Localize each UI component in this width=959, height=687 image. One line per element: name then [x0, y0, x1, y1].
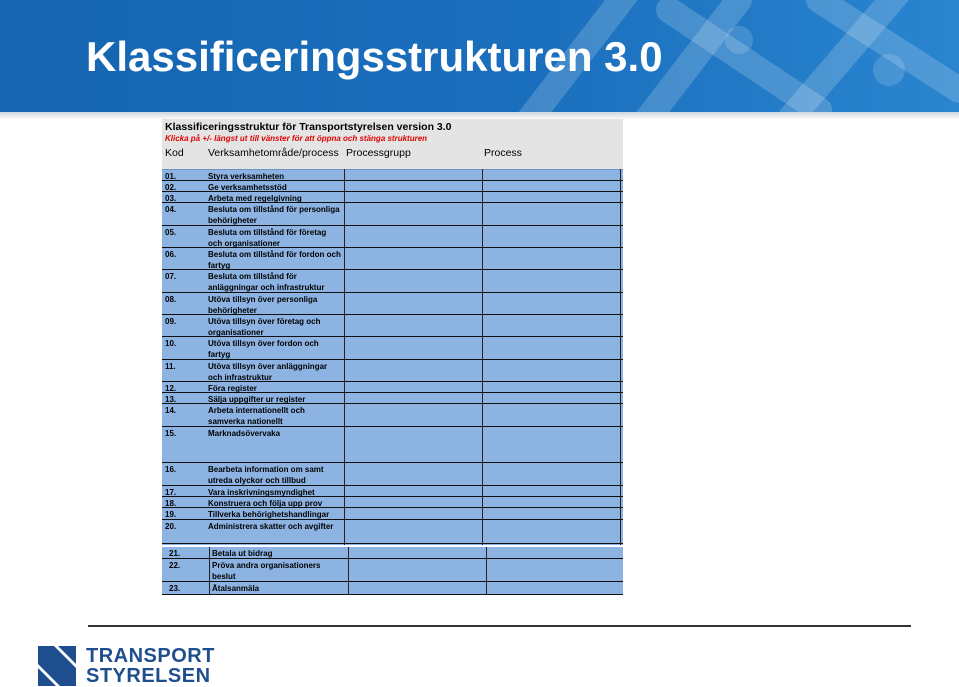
sheet-header-area	[162, 119, 623, 169]
row-code: 15.	[165, 429, 177, 438]
table-row	[162, 337, 623, 360]
row-code: 17.	[165, 488, 177, 497]
row-name: Styra verksamheten	[208, 172, 285, 181]
table-row	[162, 508, 623, 520]
row-name: Marknadsövervaka	[208, 429, 281, 438]
table-row	[162, 547, 623, 559]
row-code: 03.	[165, 194, 177, 203]
row-code: 16.	[165, 465, 177, 474]
row-name: Betala ut bidrag	[212, 549, 273, 558]
table-row	[162, 170, 623, 181]
row-name: Besluta om tillstånd för fordon och fartyg	[208, 250, 341, 270]
row-name: Föra register	[208, 384, 257, 393]
row-code: 05.	[165, 228, 177, 237]
row-code: 06.	[165, 250, 177, 259]
row-code: 18.	[165, 499, 177, 508]
row-name: Utöva tillsyn över företag och organisationer	[208, 317, 321, 337]
row-name: Administrera skatter och avgifter	[208, 522, 334, 531]
row-name: Tillverka behörighetshandlingar	[208, 510, 330, 519]
row-name: Besluta om tillstånd för anläggningar och infrastruktur	[208, 272, 325, 292]
table-row	[162, 404, 623, 427]
footer-divider	[88, 625, 911, 627]
row-code: 19.	[165, 510, 177, 519]
table-row	[162, 497, 623, 508]
row-name: Utöva tillsyn över fordon och fartyg	[208, 339, 319, 359]
table-row	[162, 520, 623, 544]
row-code: 13.	[165, 395, 177, 404]
row-code: 07.	[165, 272, 177, 281]
column-divider	[348, 547, 349, 595]
row-name: Ätalsanmäla	[212, 584, 260, 593]
column-divider	[620, 169, 621, 545]
row-code: 11.	[165, 362, 176, 371]
row-code: 22.	[169, 561, 181, 570]
column-header-kod: Kod	[165, 147, 184, 159]
table-row	[162, 486, 623, 497]
table-row	[162, 360, 623, 382]
row-name: Utöva tillsyn över anläggningar och infrastruktur	[208, 362, 328, 382]
row-code: 09.	[165, 317, 177, 326]
row-code: 21.	[169, 549, 181, 558]
sheet-grid	[162, 169, 623, 546]
row-name: Vara inskrivningsmyndighet	[208, 488, 315, 497]
table-row	[162, 192, 623, 203]
row-code: 20.	[165, 522, 177, 531]
row-name: Arbeta med regelgivning	[208, 194, 302, 203]
table-row	[162, 427, 623, 463]
slide-header	[0, 0, 959, 112]
row-name: Pröva andra organisationers beslut	[212, 561, 321, 581]
table-row	[162, 463, 623, 486]
table-row	[162, 181, 623, 192]
column-header-processgrupp: Processgrupp	[346, 147, 411, 159]
table-row	[162, 226, 623, 248]
column-divider	[486, 547, 487, 595]
row-name: Arbeta internationellt och samverka nationellt	[208, 406, 305, 426]
sheet-grid-continued	[162, 545, 623, 595]
column-divider	[482, 169, 483, 545]
sheet-hint: Klicka på +/- längst ut till vänster för att öppna och stänga strukturen	[165, 134, 428, 143]
logo-wordmark	[86, 646, 215, 686]
row-code: 10.	[165, 339, 177, 348]
row-code: 14.	[165, 406, 177, 415]
row-name: Konstruera och följa upp prov	[208, 499, 323, 508]
table-row	[162, 382, 623, 393]
table-row	[162, 559, 623, 582]
sheet-title: Klassificeringsstruktur för Transportstyrelsen version 3.0	[165, 121, 452, 133]
row-code: 04.	[165, 205, 177, 214]
row-name: Sälja uppgifter ur register	[208, 395, 306, 404]
table-row	[162, 270, 623, 293]
row-code: 01.	[165, 172, 177, 181]
column-divider	[344, 169, 345, 545]
row-name: Besluta om tillstånd för företag och organisationer	[208, 228, 327, 248]
table-row	[162, 393, 623, 404]
row-code: 12.	[165, 384, 177, 393]
row-code: 02.	[165, 183, 177, 192]
column-divider	[209, 547, 210, 595]
table-row	[162, 582, 623, 595]
row-name: Ge verksamhetsstöd	[208, 183, 287, 192]
row-name: Bearbeta information om samt utreda olyckor och tillbud	[208, 465, 324, 485]
spreadsheet-image	[162, 119, 623, 595]
slide-title: Klassificeringsstrukturen 3.0	[86, 33, 663, 80]
table-row	[162, 315, 623, 337]
transportstyrelsen-logo-icon	[38, 646, 76, 686]
column-header-verksamhet: Verksamhetområde/process	[208, 147, 339, 159]
row-name: Besluta om tillstånd för personliga behörigheter	[208, 205, 340, 225]
column-header-process: Process	[484, 147, 522, 159]
table-row	[162, 248, 623, 270]
row-name: Utöva tillsyn över personliga behörigheter	[208, 295, 318, 315]
row-code: 08.	[165, 295, 177, 304]
row-code: 23.	[169, 584, 181, 593]
table-row	[162, 293, 623, 315]
logo-line-1: TRANSPORT	[86, 645, 215, 667]
table-row	[162, 203, 623, 226]
logo-line-2: STYRELSEN	[86, 665, 211, 687]
